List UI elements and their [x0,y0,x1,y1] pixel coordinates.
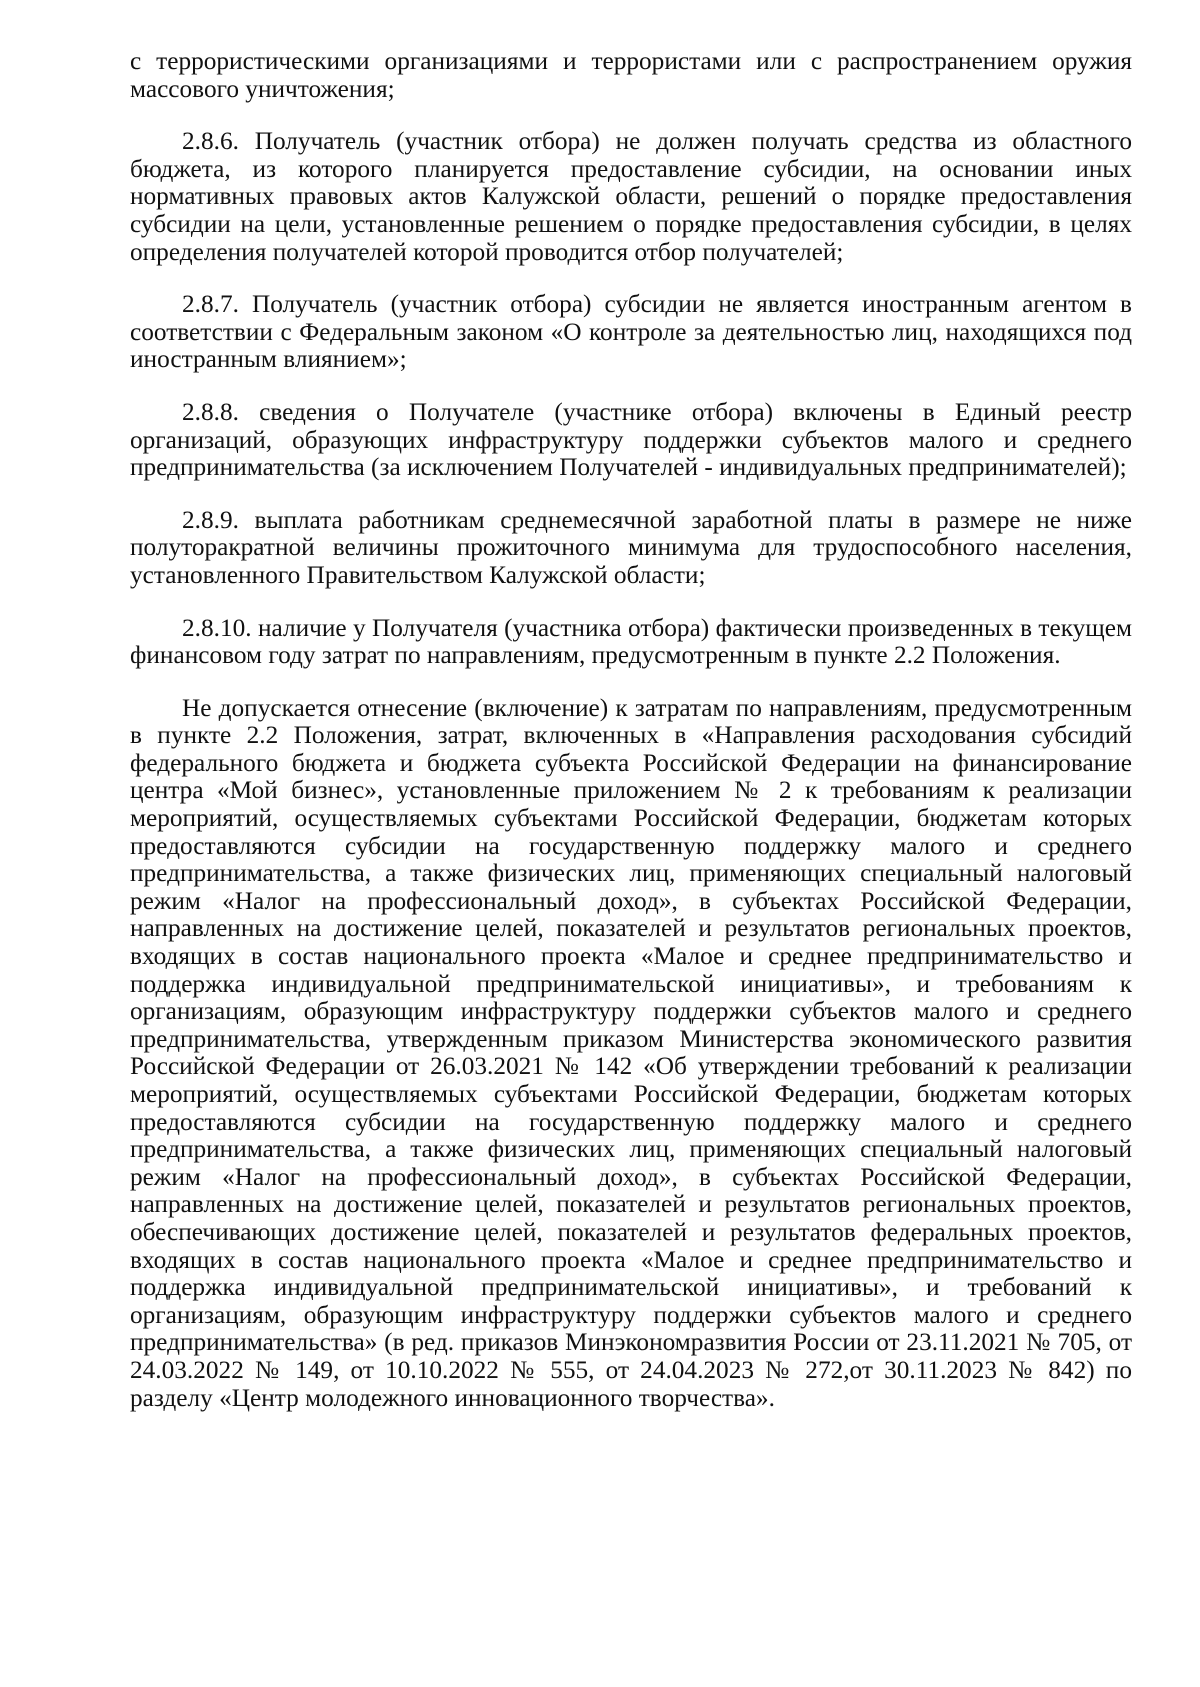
paragraph-2-8-8: 2.8.8. сведения о Получателе (участнике отбора) включены в Единый реестр организаций, образующих инфраструктуру поддержки субъектов малого и среднего предпринимательства (за исключением Получателей - индивидуальных предпринимателей); [130,397,1132,482]
paragraph-2-8-5-continuation: с террористическими организациями и террористами или с распространением оружия массового уничтожения; [130,47,1132,103]
paragraph-2-8-9: 2.8.9. выплата работникам среднемесячной заработной платы в размере не ниже полуторакратной величины прожиточного минимума для трудоспособного населения, установленного Правительством Калужской области; [130,505,1132,589]
paragraph-2-8-6: 2.8.6. Получатель (участник отбора) не должен получать средства из областного бюджета, из которого планируется предоставление субсидии, на основании иных нормативных правовых актов Калужской области, решений о порядке предоставления субсидии на цели, установленные решением о порядке предоставления субсидии, в целях определения получателей которой проводится отбор получателей; [130,127,1132,266]
paragraph-exclusion-of-costs: Не допускается отнесение (включение) к затратам по направлениям, предусмотренным в пункте 2.2 Положения, затрат, включенных в «Направления расходования субсидий федерального бюджета и бюджета субъекта Российской Федерации на финансирование центра «Мой бизнес», установленные приложением № 2 к требованиям к реализации мероприятий, осуществляемых субъектами Российской Федерации, бюджетам которых предоставляются субсидии на государственную поддержку малого и среднего предпринимательства, а также физических лиц, применяющих специальный налоговый режим «Налог на профессиональный доход», в субъектах Российской Федерации, направленных на достижение целей, показателей и результатов региональных проектов, входящих в состав национального проекта «Малое и среднее предпринимательство и поддержка индивидуальной предпринимательской инициативы», и требованиям к организациям, образующим инфраструктуру поддержки субъектов малого и среднего предпринимательства, утвержденным приказом Министерства экономического развития Российской Федерации от 26.03.2021 № 142 «Об утверждении требований к реализации мероприятий, осуществляемых субъектами Российской Федерации, бюджетам которых предоставляются субсидии на государственную поддержку малого и среднего предпринимательства, а также физических лиц, применяющих специальный налоговый режим «Налог на профессиональный доход», в субъектах Российской Федерации, направленных на достижение целей, показателей и результатов региональных проектов, обеспечивающих достижение целей, показателей и результатов федеральных проектов, входящих в состав национального проекта «Малое и среднее предпринимательство и поддержка индивидуальной предпринимательской инициативы», и требований к организациям, образующим инфраструктуру поддержки субъектов малого и среднего предпринимательства» (в ред. приказов Минэкономразвития России от 23.11.2021 № 705, от 24.03.2022 № 149, от 10.10.2022 № 555, от 24.04.2023 № 272,от 30.11.2023 № 842) по разделу «Центр молодежного инновационного творчества». [130,693,1132,1412]
paragraph-2-8-10: 2.8.10. наличие у Получателя (участника отбора) фактически произведенных в текущем финансовом году затрат по направлениям, предусмотренным в пункте 2.2 Положения. [130,613,1132,670]
paragraph-2-8-7: 2.8.7. Получатель (участник отбора) субсидии не является иностранным агентом в соответствии с Федеральным законом «О контроле за деятельностью лиц, находящихся под иностранным влиянием»; [130,290,1132,374]
